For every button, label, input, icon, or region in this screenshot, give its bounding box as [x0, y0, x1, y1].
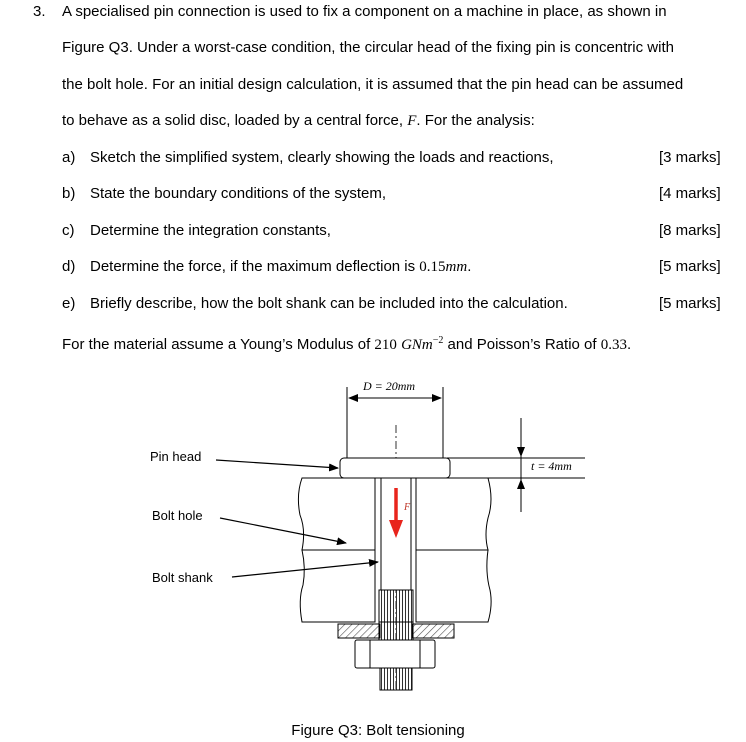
part-b-letter: b) [62, 185, 76, 202]
label-bolt-hole: Bolt hole [152, 508, 203, 523]
part-a-text: Sketch the simplified system, clearly showing the loads and reactions, [90, 149, 554, 166]
part-b-text: State the boundary conditions of the system, [90, 185, 387, 202]
part-a-marks: [3 marks] [659, 149, 721, 166]
washer-left [338, 624, 380, 638]
dim-t-label: t = 4mm [531, 459, 572, 473]
intro-line-3: the bolt hole. For an initial design calculation, it is assumed that the pin head can be assumed [62, 76, 684, 93]
part-e-letter: e) [62, 295, 76, 312]
part-c-text: Determine the integration constants, [90, 222, 331, 239]
bolt-thread-upper [379, 590, 413, 622]
lower-plate-right [416, 550, 491, 622]
part-c-marks: [8 marks] [659, 222, 721, 239]
force-symbol: F [407, 113, 417, 129]
part-c-letter: c) [62, 222, 75, 239]
nut [355, 640, 435, 668]
pin-head [340, 458, 450, 478]
label-pin-head: Pin head [150, 449, 202, 464]
force-label: F [404, 502, 411, 513]
intro-line-2: Figure Q3. Under a worst-case condition, the circular head of the fixing pin is concentric with [62, 39, 674, 56]
upper-plate-left [298, 478, 375, 550]
part-d-marks: [5 marks] [659, 258, 721, 275]
upper-plate-right [416, 478, 491, 550]
intro-line-4: to behave as a solid disc, loaded by a central force, F. For the analysis: [62, 112, 535, 129]
lower-plate-left [300, 550, 375, 622]
part-e-text: Briefly describe, how the bolt shank can be included into the calculation. [90, 295, 568, 312]
part-a-letter: a) [62, 149, 76, 166]
dim-D-label: D = 20mm [362, 379, 416, 393]
material-line: For the material assume a Young’s Modulus of 210 GNm$^{-2}$ and Poisson’s Ratio of 0.33. [62, 335, 632, 353]
part-e-marks: [5 marks] [659, 295, 721, 312]
washer-right [412, 624, 454, 638]
part-d-letter: d) [62, 258, 76, 275]
leader-pin-head [216, 460, 338, 468]
part-d-text: Determine the force, if the maximum deflection is 0.15mm. [90, 258, 472, 275]
figure-caption: Figure Q3: Bolt tensioning [291, 722, 465, 739]
label-bolt-shank: Bolt shank [152, 570, 213, 585]
part-b-marks: [4 marks] [659, 185, 721, 202]
bolt-thread-lower [380, 668, 412, 690]
intro-line-1: A specialised pin connection is used to fix a component on a machine in place, as shown in [62, 3, 667, 20]
question-number: 3. [33, 3, 46, 20]
